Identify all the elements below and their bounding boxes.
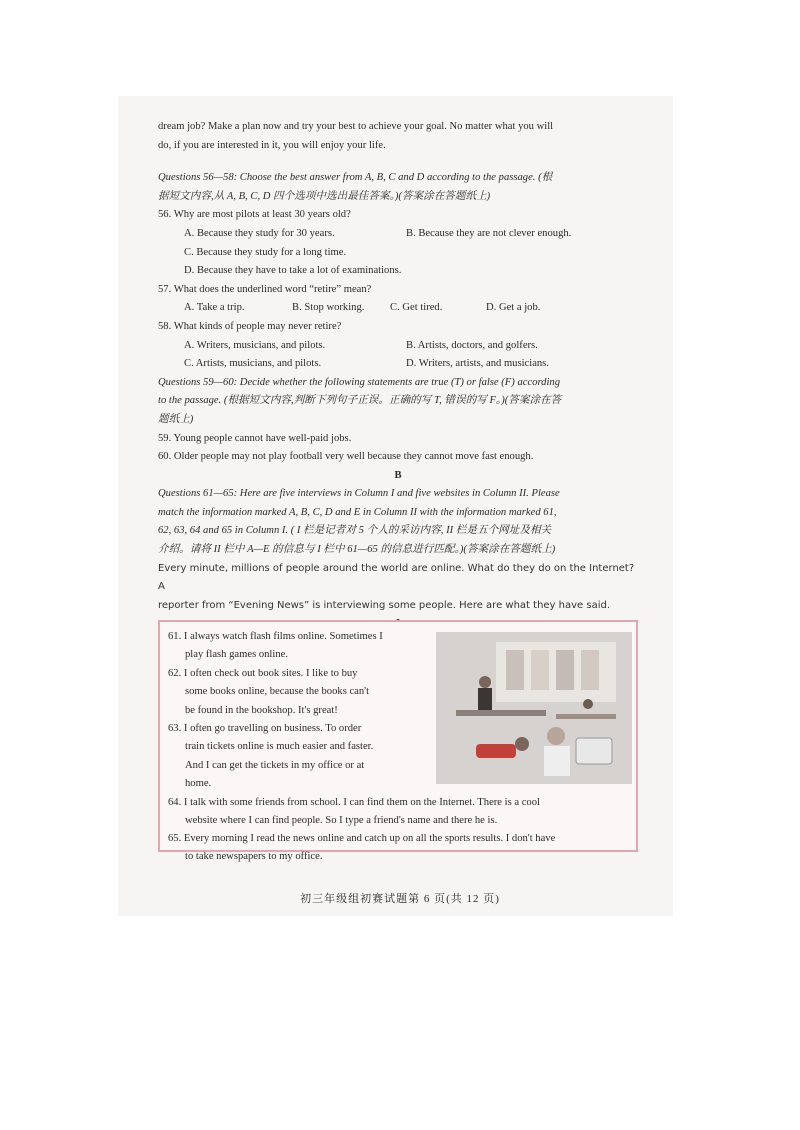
intro-line: dream job? Make a plan now and try your best to achieve your goal. No matter what you will (158, 121, 554, 132)
interview-line: 61. I always watch flash films online. Sometimes I (168, 631, 383, 642)
option: D. Get a job. (486, 302, 541, 314)
office-family-photo (436, 632, 632, 784)
instructions: Questions 61—65: Here are five interviews in Column I and five websites in Column II. Please (158, 488, 560, 500)
section-heading: B (394, 469, 402, 481)
options-57 (158, 299, 638, 318)
interview-line: 64. I talk with some friends from school. I can find them on the Internet. There is a cool (168, 797, 540, 808)
interview-line: train tickets online is much easier and faster. (185, 741, 374, 753)
option: C. Get tired. (390, 302, 443, 314)
instructions: 介绍。请将 II 栏中 A—E 的信息与 I 栏中 61—65 的信息进行匹配。)(答案涂在答题纸上) (158, 544, 556, 556)
instructions: Questions 56—58: Choose the best answer from A, B, C and D according to the passage. (根 (158, 172, 553, 184)
option: A. Take a trip. (184, 302, 245, 314)
reading-intro: Every minute, millions of people around the world are online. What do they do on the Internet? A (158, 562, 635, 593)
option: D. Because they have to take a lot of examinations. (184, 265, 402, 277)
interview-line: be found in the bookshop. It's great! (185, 704, 338, 716)
interview-line: 63. I often go travelling on business. To order (168, 723, 362, 734)
office-illustration (436, 632, 632, 784)
option: A. Because they study for 30 years. (184, 227, 335, 239)
option: A. Writers, musicians, and pilots. (184, 339, 326, 351)
question-58: 58. What kinds of people may never retire? (158, 320, 342, 332)
interview-line: website where I can find people. So I type a friend's name and there he is. (185, 815, 498, 827)
question-60: 60. Older people may not play football very well because they cannot move fast enough. (158, 451, 534, 463)
interview-62 (168, 665, 369, 720)
options-56 (158, 225, 638, 244)
option: C. Artists, musicians, and pilots. (184, 358, 322, 370)
options-58 (158, 337, 638, 356)
option: B. Artists, doctors, and golfers. (406, 339, 538, 351)
question-56: 56. Why are most pilots at least 30 years old? (158, 209, 351, 221)
interview-line: And I can get the tickets in my office or at (185, 759, 365, 771)
interview-65 (168, 830, 555, 867)
options-58 (158, 355, 638, 374)
instructions: to the passage. (根据短文内容,判断下列句子正误。正确的写 T, 错误的写 F。)(答案涂在答 (158, 395, 562, 407)
page-content (158, 118, 638, 634)
interview-line: to take newspapers to my office. (185, 851, 323, 863)
interview-line: some books online, because the books can't (185, 686, 370, 698)
interview-line: 65. Every morning I read the news online and catch up on all the sports results. I don't have (168, 833, 556, 844)
question-57: 57. What does the underlined word “retire” mean? (158, 283, 372, 295)
interview-61 (168, 628, 383, 665)
interview-line: home. (185, 778, 212, 790)
reading-intro: reporter from “Evening News” is interviewing some people. Here are what they have said. (158, 599, 611, 611)
options-56 (158, 262, 638, 281)
interview-line: play flash games online. (185, 649, 288, 661)
interview-64 (168, 794, 540, 831)
options-56 (158, 244, 638, 263)
option: C. Because they study for a long time. (184, 246, 347, 258)
interview-63 (168, 720, 373, 794)
column-i-box (158, 620, 638, 863)
interview-line: 62. I often check out book sites. I like to buy (168, 668, 358, 679)
instructions: match the information marked A, B, C, D and E in Column II with the information marked 61, (158, 506, 557, 518)
page-footer: 初三年级组初赛试题第 6 页(共 12 页) (300, 893, 500, 905)
question-59: 59. Young people cannot have well-paid jobs. (158, 432, 352, 444)
instructions: 据短文内容,从 A, B, C, D 四个选项中选出最佳答案。)(答案涂在答题纸上) (158, 190, 491, 202)
instructions: Questions 59—60: Decide whether the following statements are true (T) or false (F) according (158, 376, 561, 388)
option: D. Writers, artists, and musicians. (406, 358, 549, 370)
instructions: 题纸上) (158, 413, 194, 425)
option: B. Because they are not clever enough. (406, 227, 572, 239)
intro-line: do, if you are interested in it, you will enjoy your life. (158, 139, 386, 151)
option: B. Stop working. (292, 302, 365, 314)
instructions: 62, 63, 64 and 65 in Column I. ( I 栏是记者对 5 个人的采访内容, II 栏是五个网址及相关 (158, 525, 552, 537)
